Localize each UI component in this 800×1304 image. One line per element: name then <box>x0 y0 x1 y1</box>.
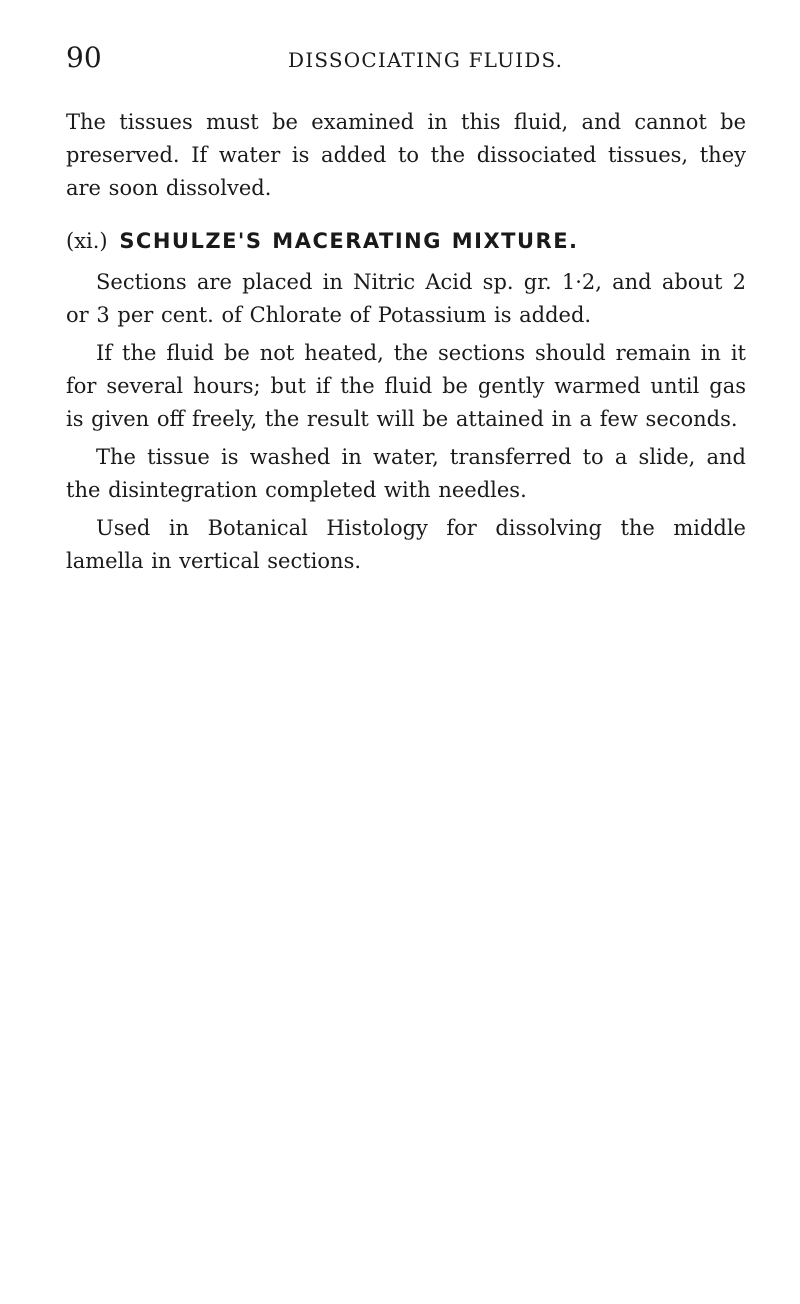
intro-paragraph: The tissues must be examined in this fluid, and cannot be preserved. If water is added to the dissociated tissues, they are soon dissolved. <box>66 110 746 200</box>
body-text <box>66 106 746 583</box>
paragraph-procedure: Sections are placed in Nitric Acid sp. gr. 1·2, and about 2 or 3 per cent. of Chlorate of Potassium is added. <box>66 270 746 327</box>
section-number: (xi.) <box>66 229 108 253</box>
paragraph-washing: The tissue is washed in water, transferred to a slide, and the disintegration completed with needles. <box>66 445 746 502</box>
section-heading <box>66 225 746 258</box>
running-title: DISSOCIATING FLUIDS. <box>288 48 564 72</box>
section-title: SCHULZE'S MACERATING MIXTURE. <box>119 229 579 253</box>
paragraph-heating: If the fluid be not heated, the sections should remain in it for several hours; but if the fluid be gently warmed until gas is given off freely, the result will be attained in a few seconds. <box>66 341 746 431</box>
paragraph-usage: Used in Botanical Histology for dissolving the middle lamella in vertical sections. <box>66 516 746 573</box>
page-number: 90 <box>66 41 102 74</box>
